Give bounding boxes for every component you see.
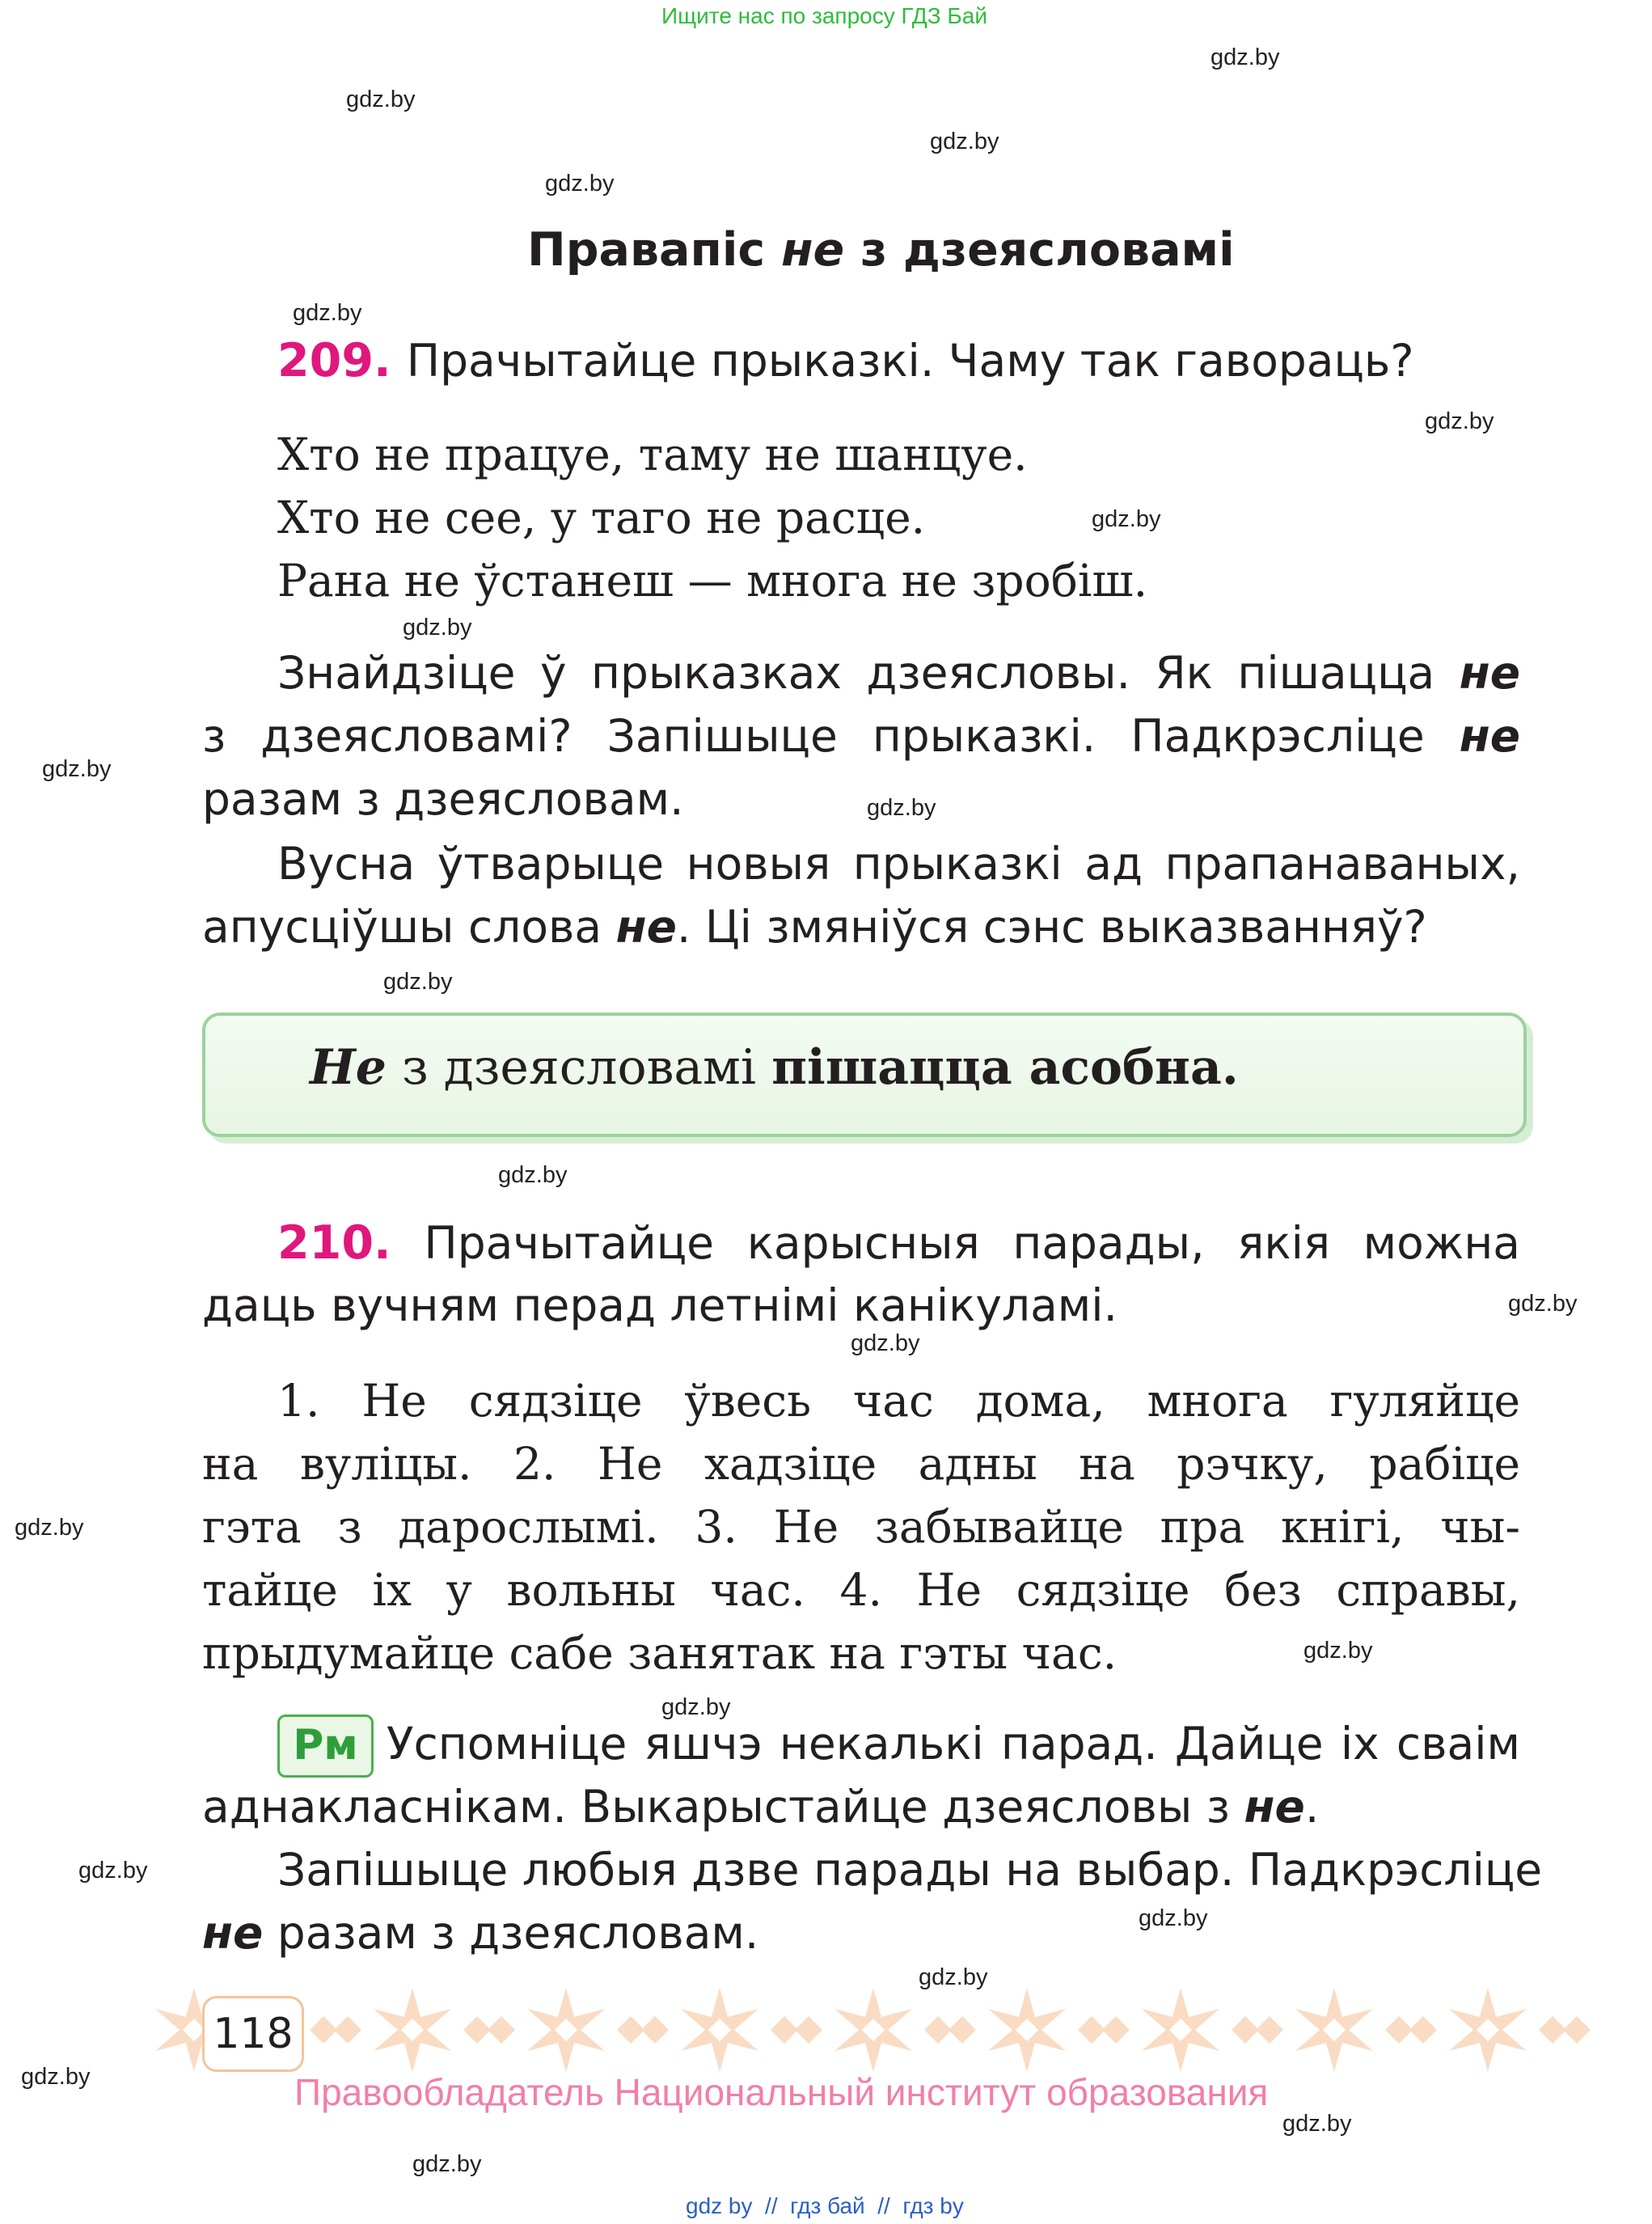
instruction-line: Запішыце любыя дзве парады на выбар. Падкрэсліце bbox=[277, 1844, 1543, 1896]
ne-emphasis: не bbox=[1244, 1781, 1305, 1833]
instruction-line: Знайдзіце ў прыказках дзеясловы. Як пішацца не bbox=[277, 647, 1520, 699]
instruction-line: Успомніце яшчэ некалькі парад. Дайце іх сваім bbox=[387, 1718, 1520, 1769]
watermark: gdz.by bbox=[383, 969, 453, 995]
watermark: gdz.by bbox=[346, 87, 416, 112]
watermark: gdz.by bbox=[403, 615, 472, 641]
watermark: gdz.by bbox=[930, 129, 999, 154]
exercise-task: Прачытайце карысныя парады, якія можна bbox=[424, 1217, 1520, 1269]
watermark: gdz.by bbox=[42, 756, 112, 782]
exercise-210-heading bbox=[277, 1216, 1520, 1270]
instruction-line: разам з дзеясловам. bbox=[202, 773, 684, 825]
watermark: gdz.by bbox=[1210, 44, 1280, 70]
ne-emphasis: не bbox=[1459, 710, 1520, 762]
page-title bbox=[527, 223, 1235, 277]
footer-links[interactable]: gdz by // гдз бай // гдз by bbox=[686, 2193, 964, 2218]
watermark: gdz.by bbox=[15, 1515, 84, 1541]
title-suffix: з дзеясловамі bbox=[844, 223, 1235, 277]
advice-line: тайце іх у вольны час. 4. Не сядзіце без справы, bbox=[202, 1564, 1520, 1616]
watermark: gdz.by bbox=[412, 2151, 482, 2177]
rule-bold: пішацца асобна. bbox=[771, 1039, 1239, 1096]
rule-text bbox=[310, 1039, 1239, 1096]
watermark: gdz.by bbox=[919, 1964, 988, 1990]
watermark: gdz.by bbox=[661, 1694, 731, 1720]
proverb-line: Рана не ўстанеш — многа не зробіш. bbox=[277, 555, 1148, 607]
watermark: gdz.by bbox=[867, 795, 936, 821]
exercise-number: 210. bbox=[277, 1216, 391, 1270]
instruction-line: аднакласнікам. Выкарыстайце дзеясловы з не. bbox=[202, 1781, 1320, 1833]
advice-line: гэта з дарослымі. 3. Не забывайце пра кнігі, чы- bbox=[202, 1501, 1520, 1553]
exercise-209-heading bbox=[277, 334, 1414, 387]
watermark: gdz.by bbox=[78, 1858, 148, 1884]
exercise-task: Прачытайце прыказкі. Чаму так гавораць? bbox=[406, 335, 1414, 387]
watermark: gdz.by bbox=[293, 300, 362, 326]
rule-emphasis: Не bbox=[310, 1039, 387, 1096]
watermark: gdz.by bbox=[498, 1162, 568, 1188]
ne-emphasis: не bbox=[1459, 647, 1520, 699]
watermark: gdz.by bbox=[1282, 2111, 1352, 2137]
watermark: gdz.by bbox=[1139, 1905, 1208, 1931]
ornament-band bbox=[146, 1983, 1625, 2080]
watermark: gdz.by bbox=[545, 171, 615, 197]
instruction-line: з дзеясловамі? Запішыце прыказкі. Падкрэсліце не bbox=[202, 710, 1520, 762]
copyright-notice: Правообладатель Национальный институт образования bbox=[294, 2071, 1269, 2113]
watermark: gdz.by bbox=[1303, 1638, 1373, 1664]
proverb-line: Хто не працуе, таму не шанцуе. bbox=[277, 429, 1028, 480]
exercise-number: 209. bbox=[277, 334, 391, 387]
top-banner: Ищите нас по запросу ГДЗ Бай bbox=[661, 3, 988, 28]
watermark: gdz.by bbox=[21, 2064, 91, 2090]
exercise-task: даць вучням перад летнімі канікуламі. bbox=[202, 1279, 1118, 1331]
watermark: gdz.by bbox=[1092, 506, 1161, 532]
advice-line: на вуліцы. 2. Не хадзіце адны на рэчку, рабіце bbox=[202, 1438, 1520, 1490]
title-prefix: Правапіс bbox=[527, 223, 782, 277]
instruction-line: апусціўшы слова не. Ці змяніўся сэнс выказванняў? bbox=[202, 901, 1427, 953]
advice-line: прыдумайце сабе занятак на гэты час. bbox=[202, 1627, 1118, 1679]
ne-emphasis: не bbox=[202, 1907, 264, 1959]
instruction-line: не разам з дзеясловам. bbox=[202, 1907, 759, 1959]
instruction-line: Вусна ўтварыце новыя прыказкі ад прапанаваных, bbox=[277, 838, 1520, 890]
rule-middle: з дзеясловамі bbox=[386, 1039, 772, 1096]
proverb-line: Хто не сее, у таго не расце. bbox=[277, 492, 926, 543]
watermark: gdz.by bbox=[851, 1330, 920, 1356]
watermark: gdz.by bbox=[1508, 1291, 1578, 1317]
watermark: gdz.by bbox=[1425, 408, 1494, 434]
advice-line: 1. Не сядзіце ўвесь час дома, многа гуляйце bbox=[277, 1375, 1520, 1427]
speech-development-badge: Рм bbox=[277, 1715, 374, 1778]
title-emphasis: не bbox=[781, 223, 845, 277]
page-number: 118 bbox=[202, 1996, 304, 2072]
ne-emphasis: не bbox=[615, 901, 677, 953]
